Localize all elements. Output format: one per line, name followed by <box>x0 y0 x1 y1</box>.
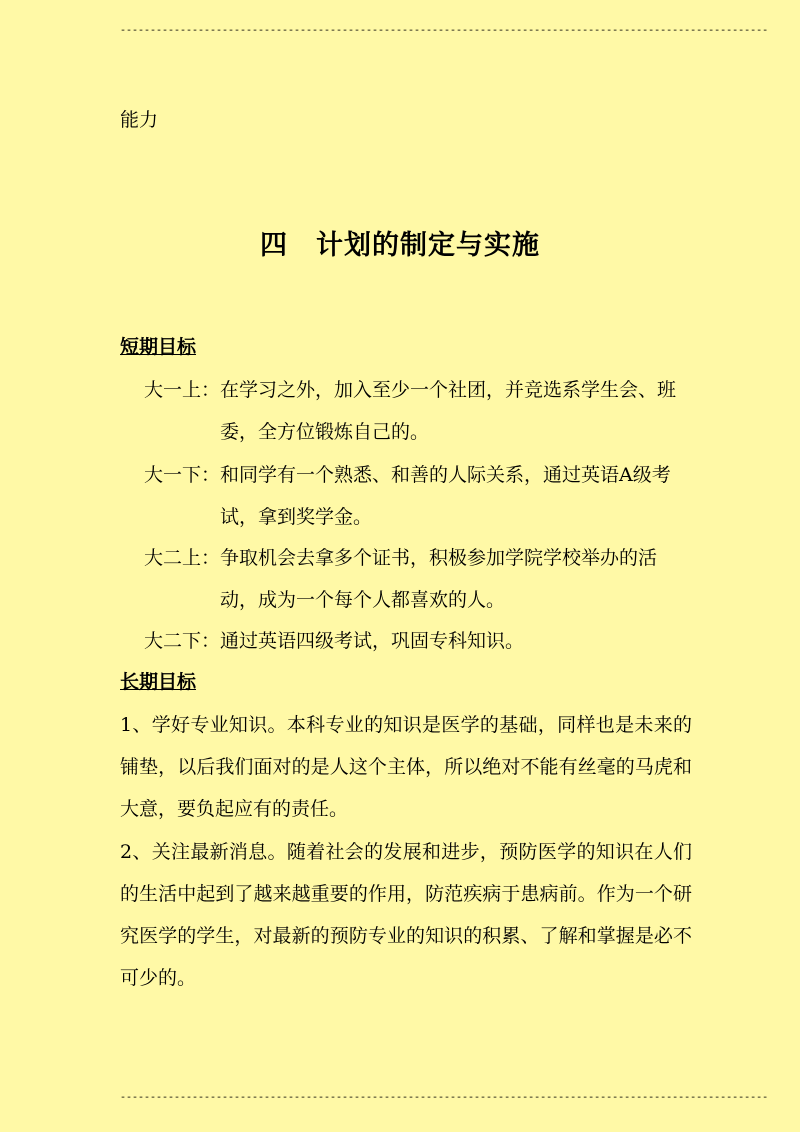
goal-label: 大一上： <box>144 379 221 401</box>
footer-dashed-rule: ------------------------------------------------------------------------------------------------------------ <box>120 1093 769 1104</box>
goal-label: 大二下： <box>144 630 221 652</box>
short-term-heading: 短期目标 <box>120 336 197 358</box>
header-dashed-rule: ------------------------------------------------------------------------------------------------------------ <box>120 26 769 37</box>
short-term-goal <box>144 454 692 538</box>
section-number: 四 <box>260 230 288 261</box>
goal-text: 和同学有一个熟悉、和善的人际关系，通过英语A级考试，拿到奖学金。 <box>220 464 671 528</box>
goal-label: 大一下： <box>144 464 221 486</box>
section-title <box>0 226 800 266</box>
short-term-goal <box>144 369 692 453</box>
short-term-goal <box>144 537 692 621</box>
goal-text: 争取机会去拿多个证书，积极参加学院学校举办的活动，成为一个每个人都喜欢的人。 <box>220 547 658 611</box>
long-term-heading: 长期目标 <box>120 671 197 693</box>
short-term-goal <box>144 620 692 662</box>
long-term-paragraph: 1、学好专业知识。本科专业的知识是医学的基础，同样也是未来的铺垫，以后我们面对的是人这个主体，所以绝对不能有丝毫的马虎和大意，要负起应有的责任。 <box>120 714 692 820</box>
goal-text: 通过英语四级考试，巩固专科知识。 <box>220 630 525 652</box>
continued-text: 能力 <box>120 109 159 131</box>
goal-text: 在学习之外，加入至少一个社团，并竞选系学生会、班委，全方位锻炼自己的。 <box>220 379 677 443</box>
long-term-paragraph: 2、关注最新消息。随着社会的发展和进步，预防医学的知识在人们的生活中起到了越来越重要的作用，防范疾病于患病前。作为一个研究医学的学生，对最新的预防专业的知识的积累、了解和掌握是必不可少的。 <box>120 841 692 989</box>
goal-label: 大二上： <box>144 547 221 569</box>
section-title-text: 计划的制定与实施 <box>316 230 540 261</box>
